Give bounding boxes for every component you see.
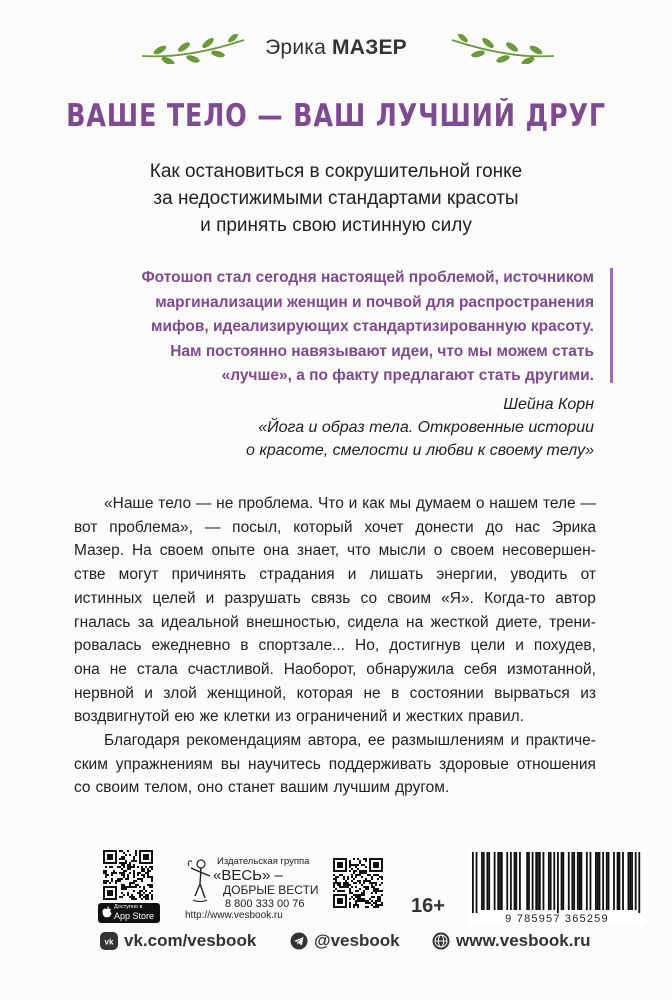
publisher-brand: «ВЕСЬ» – [213, 867, 283, 884]
telegram-link[interactable] [290, 931, 400, 951]
author-first-name: Эрика [265, 36, 326, 59]
publisher-group-label: Издательская группа [217, 856, 310, 867]
author-name [0, 36, 672, 60]
subtitle-line: Как остановиться в сокрушительной гонке [149, 161, 523, 182]
app-store-label: App Store [114, 911, 155, 921]
app-qr-code[interactable] [103, 850, 153, 900]
right-leaf-branch-icon [448, 34, 558, 64]
apple-icon [102, 906, 112, 918]
vk-link-label: vk.com/vesbook [124, 931, 257, 950]
quote-attribution [130, 393, 594, 462]
pull-quote [130, 266, 594, 389]
age-rating: 16+ [411, 895, 445, 917]
body-text-line: Благодаря рекомендациям автора, ее размышлениям и практиче- [104, 732, 596, 750]
website-link-label: www.vesbook.ru [456, 931, 591, 950]
body-text-line: нервной и злой женщиной, которая не в состоянии вырваться из [74, 684, 596, 702]
vk-icon [100, 932, 118, 950]
isbn-number: 9 785957 365259 [468, 913, 646, 925]
header [0, 28, 672, 68]
svg-text:vk: vk [104, 937, 114, 947]
quote-line: маргинализации женщин и почвой для распространения [155, 293, 594, 311]
quote-line: Фотошоп стал сегодня настоящей проблемой, источником [141, 269, 594, 286]
vk-link[interactable] [100, 931, 256, 951]
publisher-subtitle: ДОБРЫЕ ВЕСТИ [223, 883, 319, 897]
body-text-line: Мазер. На своем опыте она знает, что мысли о своем несовершен- [74, 542, 596, 560]
body-text-line: истинных целей и разрушать связь со своим «Я». Когда-то автор [74, 589, 596, 607]
annotation-text [74, 492, 596, 800]
author-last-name: МАЗЕР [332, 36, 407, 59]
quote-line: «лучше», а по факту предлагают стать другими. [221, 367, 594, 384]
body-text-line: ским упражнениям вы научитесь поддерживать здоровые отношения [74, 755, 596, 773]
website-qr-code[interactable] [333, 858, 383, 908]
website-link[interactable] [432, 931, 590, 951]
body-text-line: вот проблема», — посыл, который хочет донести до нас Эрика [74, 518, 596, 536]
globe-icon [432, 932, 450, 950]
book-title: ВАШЕ ТЕЛО — ВАШ ЛУЧШИЙ ДРУГ [66, 98, 606, 134]
body-text-line: воздвигнутой ею же клетки из ограничений и жестких правил. [74, 708, 524, 726]
app-store-badge[interactable] [98, 903, 160, 923]
body-text-line: гналась за идеальной внешностью, сидела на жесткой диете, трени- [74, 613, 596, 631]
quote-source-line: «Йога и образ тела. Откровенные истории [258, 419, 594, 436]
body-text-line: ровалась ежедневно в спортзале... Но, достигнув цели и похудев, [74, 637, 596, 655]
telegram-icon [290, 932, 308, 950]
quote-accent-bar [610, 268, 613, 383]
footer-contacts [100, 931, 600, 957]
body-text-line: со своим телом, оно станет вашим лучшим другом. [74, 779, 450, 797]
quote-source-line: о красоте, смелости и любви к своему телу» [245, 442, 594, 459]
body-text-line: она не стала счастливой. Наоборот, обнаружила себя измотанной, [74, 660, 596, 678]
app-store-small-label: Доступно в [114, 904, 143, 910]
quote-line: Нам постоянно навязывают идеи, что мы можем стать [170, 342, 594, 360]
quote-author: Шейна Корн [503, 396, 594, 413]
subtitle-line: и принять свою истинную силу [200, 215, 472, 236]
body-text-line: стве могут причинять страдания и лишать энергии, уводить от [74, 566, 596, 584]
quote-line: мифов, идеализирующих стандартизированную красоту. [151, 318, 594, 335]
subtitle-line: за недостижимыми стандартами красоты [153, 188, 519, 209]
publisher-block [185, 856, 319, 921]
publisher-phone: 8 800 333 00 76 [225, 898, 305, 910]
publisher-url[interactable]: http://www.vesbook.ru [185, 910, 283, 921]
telegram-link-label: @vesbook [314, 931, 400, 950]
book-subtitle [0, 158, 672, 239]
body-text-line: «Наше тело — не проблема. Что и как мы думаем о нашем теле — [104, 495, 596, 512]
publisher-logo-icon [185, 856, 215, 914]
